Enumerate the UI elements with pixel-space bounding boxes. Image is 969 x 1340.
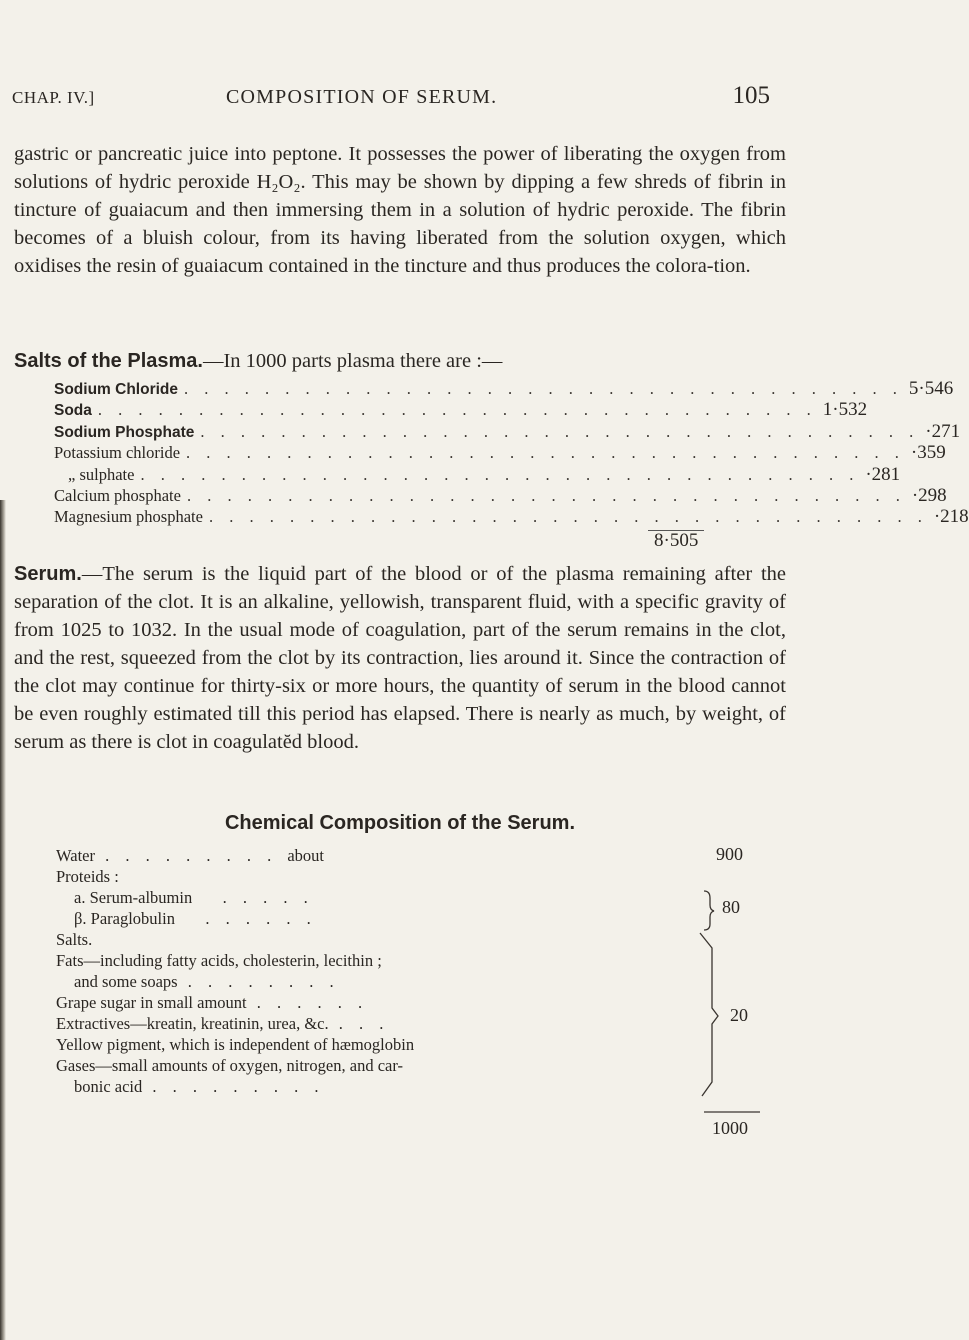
page-number: 105 [732,82,770,109]
composition-total: 1000 [712,1118,748,1138]
leader-dots: . . . . . . . . . [94,846,288,865]
chapter-label: CHAP. IV.] [12,88,95,107]
extractives: Extractives—kreatin, kreatinin, urea, &c. [56,1014,329,1033]
proteid-b: β. Paraglobulin [74,909,175,928]
salts-group-value: 20 [730,1005,748,1025]
salt-value: ·298 [911,484,947,506]
leader-dots: . . . . . . [246,993,369,1012]
gases-line2: bonic acid [74,1077,143,1096]
fats-line1: Fats—including fatty acids, cholesterin, lecithin ; [56,951,382,970]
salts-heading-text: —In 1000 parts plasma there are :— [202,350,503,372]
water-label: Water [56,846,95,865]
leader-dots: . . . . . . . . . . . . . . . . . . . . . . . . . . . . . . . . . . . . [184,379,903,398]
salt-value: 1·532 [822,399,868,421]
leader-dots: . . . . . . . . . . . . . . . . . . . . . . . . . . . . . . . . . . . . [97,400,817,420]
yellow-pigment: Yellow pigment, which is independent of hæmoglobin [56,1035,415,1054]
salt-name: Calcium phosphate [54,485,181,505]
leader-dots: . . . . . . [174,909,317,928]
salt-name: Soda [54,402,92,420]
grape-sugar: Grape sugar in small amount [56,993,247,1012]
leader-dots: . . . . . . . . [177,972,340,991]
salts-label: Salts. [56,930,93,949]
serum-text: —The serum is the liquid part of the blood or of the plasma remaining after the separation of the clot. It is an alkaline, yellowish, transparent fluid, with a specific gravity of from 1025 to 1032. In the usual mode of coagulation, part of the serum remains in the clot, and the rest, squeezed from the clot by its contraction, lies around it. Since the contraction of the clot may continue for thirty-six or more hours, the quantity of serum in the blood cannot be even roughly estimated till this period has elapsed. There is nearly as much, by weight, of serum as there is clot in coagulatĕd blood. [14,563,786,753]
leader-dots: . . . . . . . . . . . . . . . . . . . . . . . . . . . . . . . . . . . . [208,507,928,527]
salt-value: ·359 [910,442,946,464]
leader-dots: . . . . . [192,888,314,907]
salt-name: Sodium Phosphate [54,423,195,441]
salt-value: ·281 [865,463,901,485]
salts-total: 8·505 [654,530,699,551]
water-value: 900 [716,844,743,864]
intro-paragraph: gastric or pancreatic juice into peptone. It possesses the power of liberating the oxygen from solutions of hydric peroxide H₂O₂. This may be shown by dipping a few shreds of fibrin in tincture of guaiacum and then immersing them in a solution of hydric peroxide. The fibrin becomes of a bluish colour, from its having liberated from the solution oxygen, which oxidises the resin of guaiacum contained in the tincture and thus produces the colora-tion. [14,143,786,277]
leader-dots: . . . . . . . . . . . . . . . . . . . . . . . . . . . . . . . . . . . . [140,464,860,484]
proteids-brace [704,891,714,930]
salts-brace [700,933,718,1096]
leader-dots: . . . . . . . . . . . . . . . . . . . . . . . . . . . . . . . . . . . . [186,485,906,505]
serum-heading: Serum. [14,563,82,585]
running-title: COMPOSITION OF SERUM. [226,86,498,108]
salt-value: ·271 [925,420,961,442]
salt-name: Potassium chloride [54,443,181,463]
proteid-a: a. Serum-albumin [74,888,193,907]
fats-line2: and some soaps [74,972,178,991]
water-about: about [287,846,325,865]
proteids-value: 80 [722,897,740,917]
proteids-label: Proteids : [56,867,119,886]
chemical-composition-title: Chemical Composition of the Serum. [224,812,576,834]
leader-dots: . . . . . . . . . [142,1077,325,1096]
salt-value: 5·546 [908,378,954,399]
salt-name: Sodium Chloride [54,381,178,398]
salt-name: Magnesium phosphate [54,507,203,527]
salts-heading-title: Salts of the Plasma. [14,350,203,372]
gases-line1: Gases—small amounts of oxygen, nitrogen, and car- [56,1056,403,1075]
leader-dots: . . . . . . . . . . . . . . . . . . . . . . . . . . . . . . . . . . . . [200,421,920,441]
leader-dots: . . . [328,1014,390,1033]
salt-name: „ sulphate [68,464,135,484]
leader-dots: . . . . . . . . . . . . . . . . . . . . . . . . . . . . . . . . . . . . [186,443,905,463]
salt-value: ·218 [933,506,969,528]
